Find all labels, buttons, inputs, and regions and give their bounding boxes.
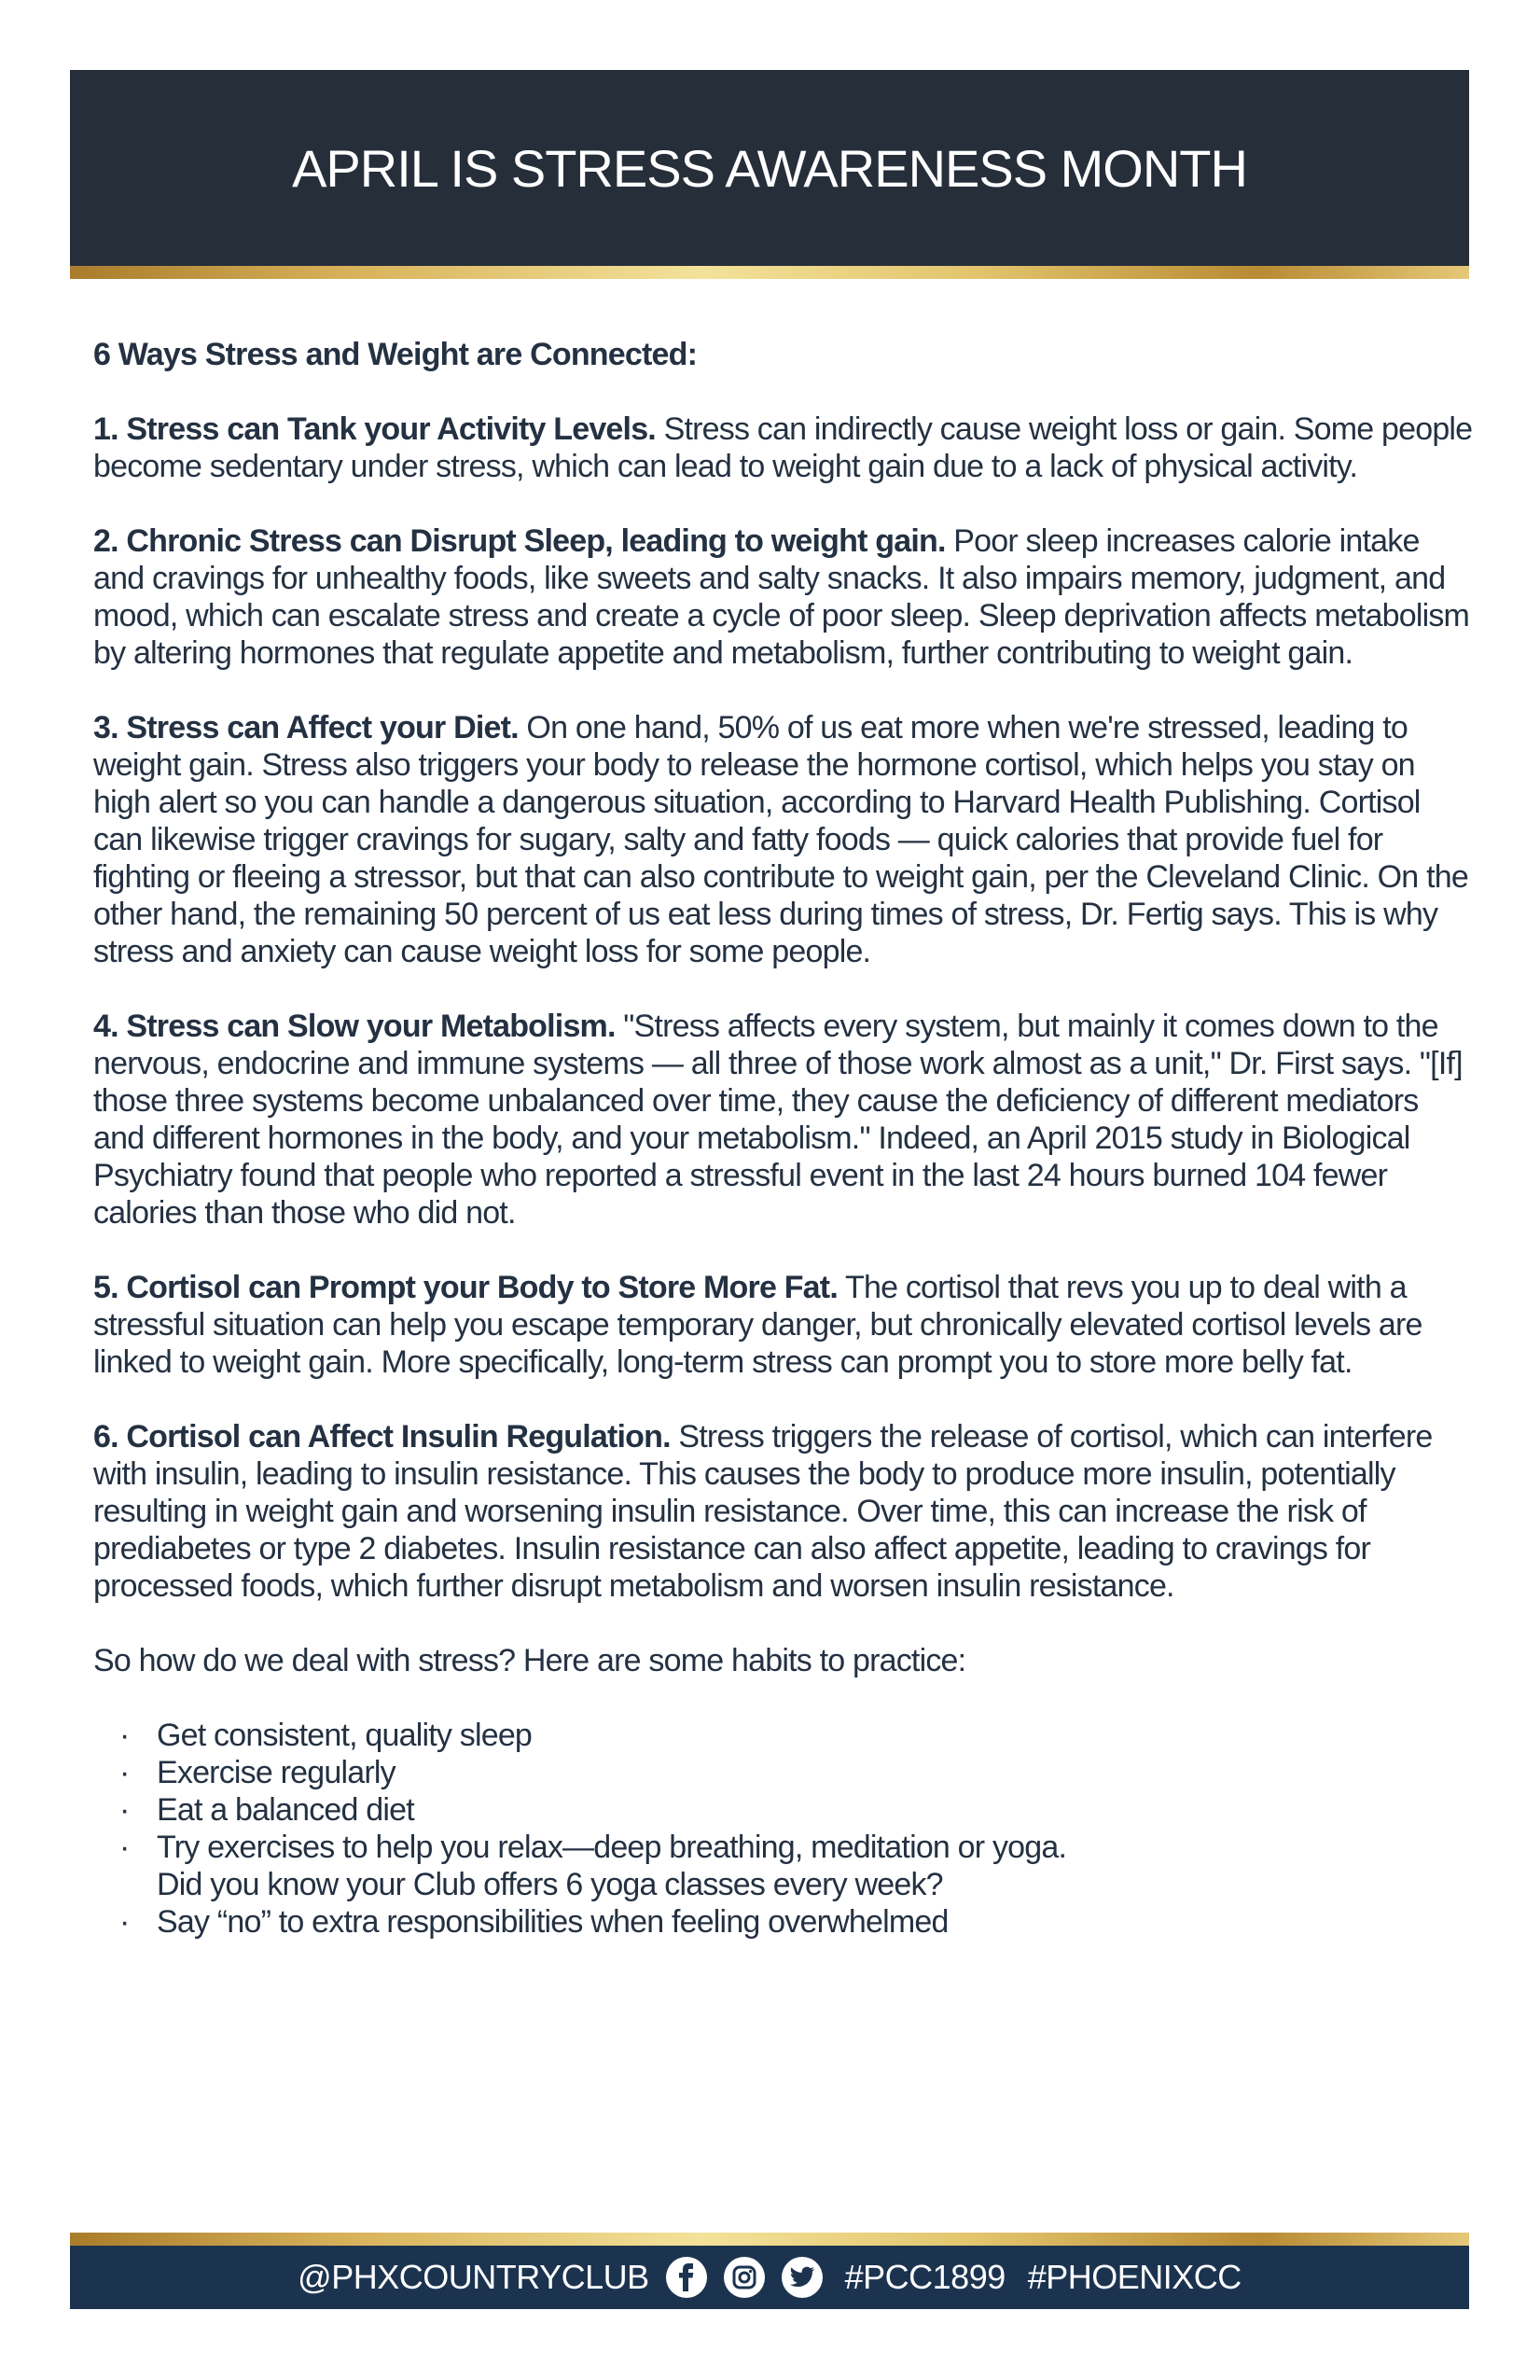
- point-heading: 2. Chronic Stress can Disrupt Sleep, leading to weight gain.: [93, 523, 946, 559]
- page-title: APRIL IS STRESS AWARENESS MONTH: [292, 138, 1247, 198]
- article-body: [93, 336, 1474, 1941]
- bullet: ·: [119, 1792, 130, 1828]
- point-heading: 3. Stress can Affect your Diet.: [93, 710, 519, 745]
- list-item: [119, 1903, 1474, 1941]
- gold-divider-bottom: [70, 2233, 1469, 2246]
- twitter-icon[interactable]: [782, 2257, 823, 2298]
- hashtag-pcc1899: #PCC1899: [844, 2258, 1006, 2296]
- list-item: [119, 1829, 1474, 1903]
- bullet: ·: [119, 1755, 130, 1790]
- point-heading: 4. Stress can Slow your Metabolism.: [93, 1009, 616, 1044]
- habit-text: Get consistent, quality sleep: [157, 1718, 533, 1753]
- list-item: [119, 1791, 1474, 1829]
- point-text: Poor sleep increases calorie intake and cravings for unhealthy foods, like sweets and salty snacks. It also impairs memory, judgment, and mood, which can escalate stress and create a cycle of poor sleep. Sleep deprivation affects metabolism by altering hormones that regulate appetite and metabolism, further contributing to weight gain.: [93, 523, 1470, 671]
- bullet: ·: [119, 1718, 130, 1753]
- social-footer: [70, 2246, 1469, 2309]
- social-handle: @PHXCOUNTRYCLUB: [298, 2258, 649, 2296]
- article-intro: 6 Ways Stress and Weight are Connected:: [93, 337, 698, 372]
- list-item: [119, 1754, 1474, 1791]
- habits-list: [93, 1717, 1474, 1941]
- instagram-icon[interactable]: [724, 2257, 765, 2298]
- gold-divider-top: [70, 266, 1469, 279]
- bullet: ·: [119, 1904, 130, 1940]
- point-6: [93, 1418, 1474, 1605]
- point-5: [93, 1269, 1474, 1381]
- header-banner: [70, 70, 1469, 266]
- habit-text: Try exercises to help you relax—deep breathing, meditation or yoga.: [157, 1830, 1067, 1865]
- point-heading: 5. Cortisol can Prompt your Body to Store More Fat.: [93, 1270, 838, 1305]
- point-3: [93, 709, 1474, 970]
- point-text: "Stress affects every system, but mainly it comes down to the nervous, endocrine and immune systems — all three of those work almost as a unit," Dr. First says. "[If] those three systems become unbalanced over time, they cause the deficiency of different mediators and different hormones in the body, and your metabolism." Indeed, an April 2015 study in Biological Psychiatry found that people who reported a stressful event in the last 24 hours burned 104 fewer calories than those who did not.: [93, 1009, 1463, 1231]
- habit-text-continued: Did you know your Club offers 6 yoga classes every week?: [157, 1867, 943, 1902]
- bullet: ·: [119, 1830, 130, 1865]
- point-heading: 6. Cortisol can Affect Insulin Regulation.: [93, 1419, 671, 1454]
- list-item: [119, 1717, 1474, 1754]
- point-4: [93, 1008, 1474, 1232]
- habits-intro: So how do we deal with stress? Here are some habits to practice:: [93, 1643, 966, 1678]
- point-text: The cortisol that revs you up to deal with a stressful situation can help you escape temporary danger, but chronically elevated cortisol levels are linked to weight gain. More specifically, long-term stress can prompt you to store more belly fat.: [93, 1270, 1422, 1380]
- point-heading: 1. Stress can Tank your Activity Levels.: [93, 411, 656, 447]
- point-text: On one hand, 50% of us eat more when we're stressed, leading to weight gain. Stress also triggers your body to release the hormone cortisol, which helps you stay on high alert so you can handle a dangerous situation, according to Harvard Health Publishing. Cortisol can likewise trigger cravings for sugary, salty and fatty foods — quick calories that provide fuel for fighting or fleeing a stressor, but that can also contribute to weight gain, per the Cleveland Clinic. On the other hand, the remaining 50 percent of us eat less during times of stress, Dr. Fertig says. This is why stress and anxiety can cause weight loss for some people.: [93, 710, 1468, 969]
- facebook-icon[interactable]: [666, 2257, 707, 2298]
- point-1: [93, 411, 1474, 485]
- habit-text: Exercise regularly: [157, 1755, 395, 1790]
- habit-text: Eat a balanced diet: [157, 1792, 414, 1828]
- habit-text: Say “no” to extra responsibilities when feeling overwhelmed: [157, 1904, 949, 1940]
- point-2: [93, 522, 1474, 672]
- hashtag-phoenixcc: #PHOENIXCC: [1027, 2258, 1242, 2296]
- point-text: Stress can indirectly cause weight loss or gain. Some people become sedentary under stress, which can lead to weight gain due to a lack of physical activity.: [93, 411, 1473, 484]
- point-text: Stress triggers the release of cortisol, which can interfere with insulin, leading to insulin resistance. This causes the body to produce more insulin, potentially resulting in weight gain and worsening insulin resistance. Over time, this can increase the risk of prediabetes or type 2 diabetes. Insulin resistance can also affect appetite, leading to cravings for processed foods, which further disrupt metabolism and worsen insulin resistance.: [93, 1419, 1433, 1604]
